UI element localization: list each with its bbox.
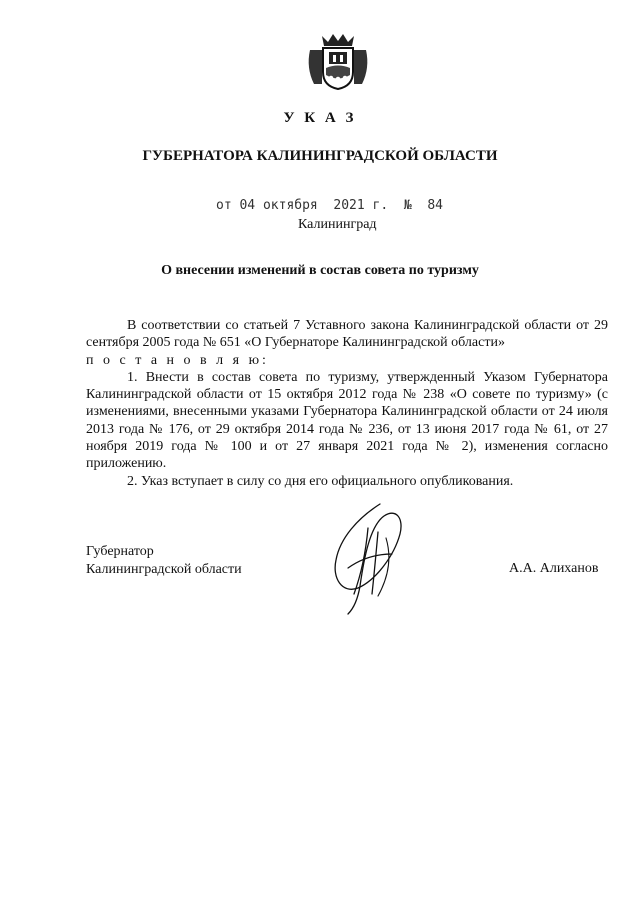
decree-item-2: 2. Указ вступает в силу со дня его официального опубликования. [127, 473, 514, 489]
decree-word: п о с т а н о в л я ю: [86, 352, 269, 368]
decree-body [86, 317, 608, 490]
signatory-title [86, 543, 242, 579]
city-name: Калининград [298, 217, 377, 232]
date-number-line: от 04 октября 2021 г. № 84 [216, 198, 443, 213]
coat-of-arms-icon [302, 32, 374, 90]
document-type-title: У К А З [283, 110, 357, 126]
decree-item-1: 1. Внести в состав совета по туризму, утвержденный Указом Губернатора Калининградской области от 15 октября 2012 года № 238 «О совете по туризму» (с изменениями, внесенными указами Губернатора Калининградской области от 24 июля 2013 года № 176, от 29 октября 2014 года № 236, от 13 июня 2017 года № 61, от 27 ноября 2019 года № 100 и от 27 января 2021 года № 2), изменения согласно приложению. [86, 369, 608, 472]
signatory-name: А.А. Алиханов [509, 561, 599, 576]
handwritten-signature-icon [318, 498, 414, 618]
preamble-paragraph: В соответствии со статьей 7 Уставного закона Калининградской области от 29 сентября 2005 года № 651 «О Губернаторе Калининградской области» [86, 318, 608, 351]
signatory-title-line-1: Губернатор [86, 544, 154, 559]
signatory-title-line-2: Калининградской области [86, 562, 242, 577]
issuer-title: ГУБЕРНАТОРА КАЛИНИНГРАДСКОЙ ОБЛАСТИ [142, 148, 498, 164]
decree-subject: О внесении изменений в состав совета по туризму [161, 263, 479, 278]
